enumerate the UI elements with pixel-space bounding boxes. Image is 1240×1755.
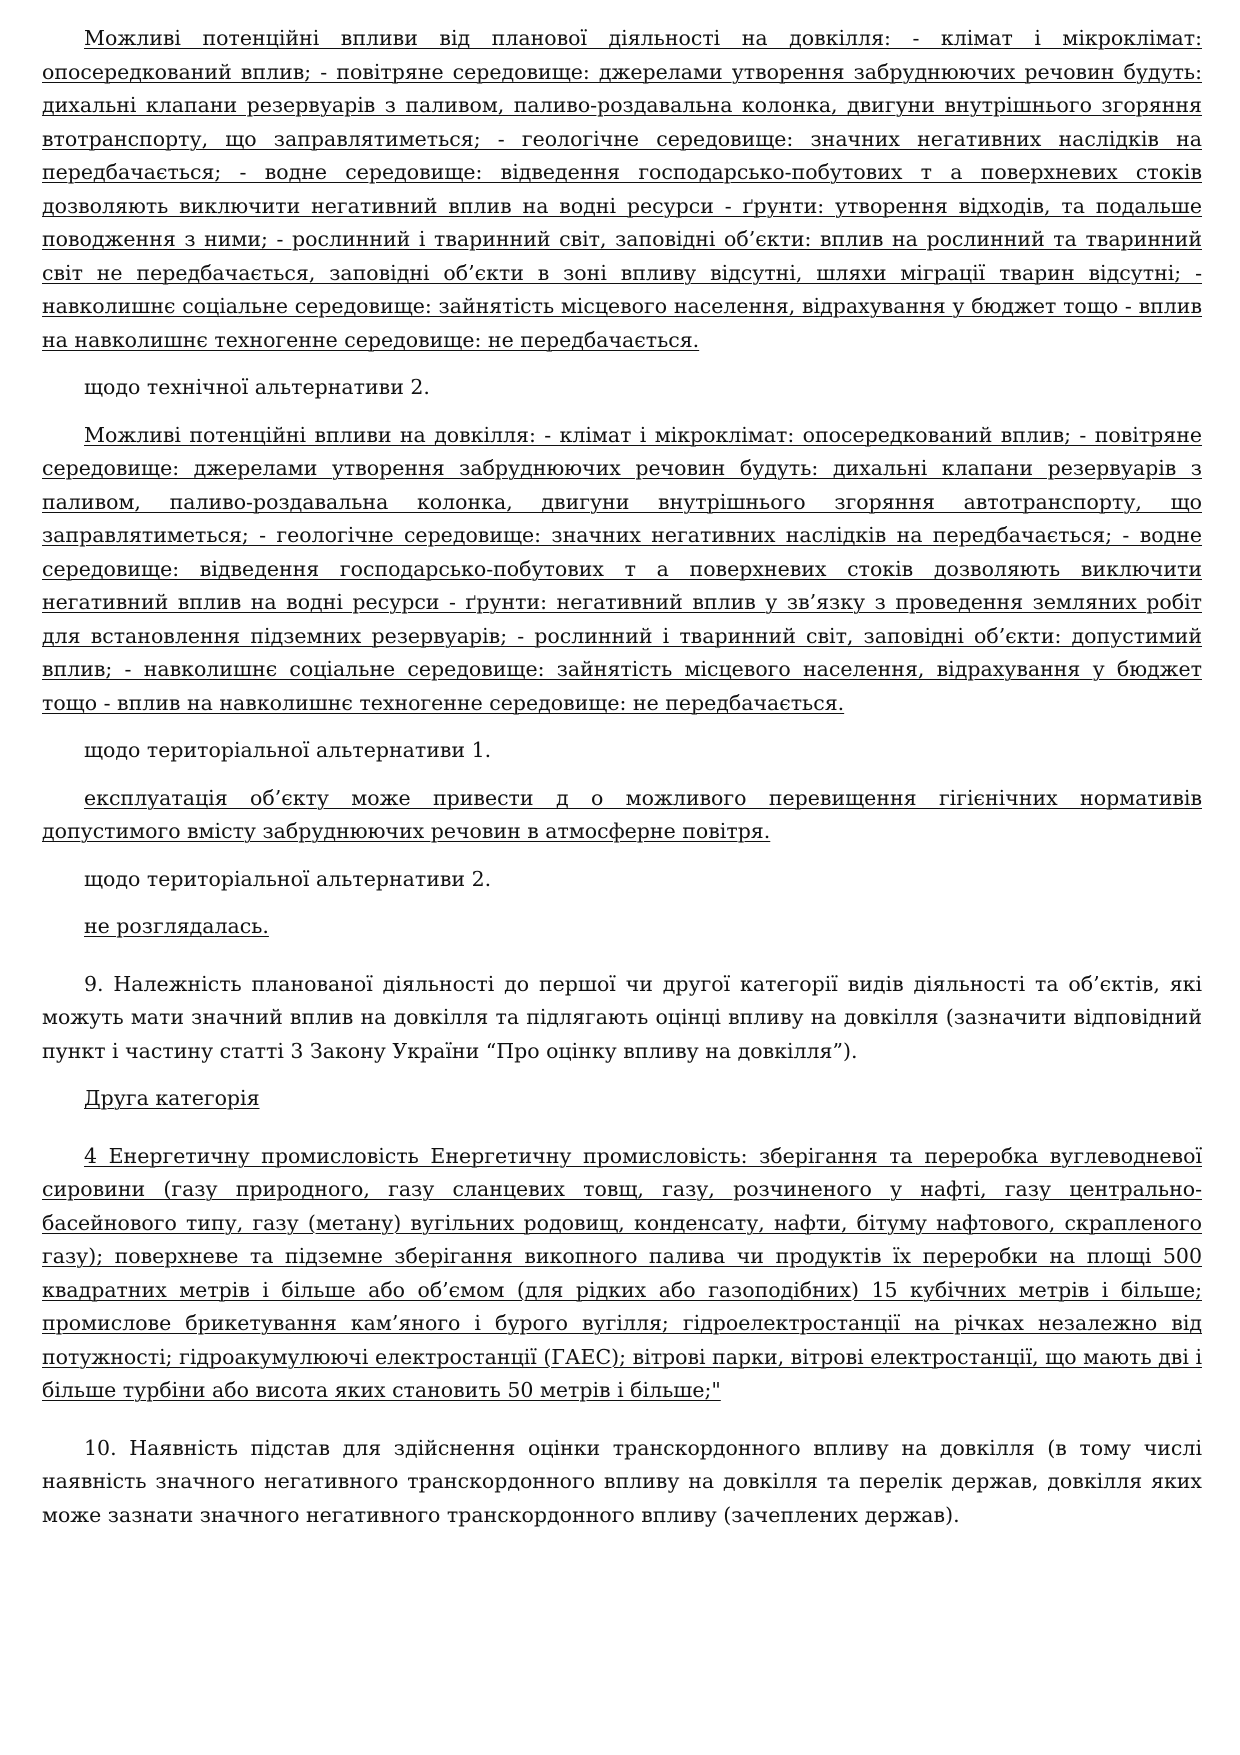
paragraph-text: щодо територіальної альтернативи 1. (84, 738, 492, 762)
paragraph-exploitation (42, 782, 1202, 849)
paragraph-text: 9. Належність планованої діяльності до першої чи другої категорії видів діяльності та об’єктів, які можуть мати значний вплив на довкілля та підлягають оцінці впливу на довкілля (зазначити відповідний пункт і частину статті 3 Закону України “Про оцінку впливу на довкілля”). (42, 971, 1202, 1063)
paragraph-section-9 (42, 968, 1202, 1069)
paragraph-text: щодо територіальної альтернативи 2. (84, 866, 492, 891)
paragraph-text: Можливі потенційні впливи на довкілля: - клімат і мікроклімат: опосередкований вплив; - повітряне середовище: джерелами утворення забруднюючих речовин будуть: дихальні клапани резервуарів з паливом, паливо-роздавальна колонка, двигуни внутрішнього згоряння автотранспорту, що заправлятиметься; - геологічне середовище: значних негативних наслідків на передбачається; - водне середовище: відведення господарсько-побутових т а поверхневих стоків дозволяють виключити негативний вплив на водні ресурси - ґрунти: негативний вплив у зв’язку з проведення земляних робіт для встановлення підземних резервуарів; - рослинний і тваринний світ, заповідні об’єкти: допустимий вплив; - навколишнє соціальне середовище: зайнятість місцевого населення, відрахування у бюджет тощо - вплив на навколишнє техногенне середовище: не передбачається. (42, 422, 1202, 715)
paragraph-text: експлуатація об’єкту може привести д о можливого перевищення гігієнічних нормативів допустимого вмісту забруднюючих речовин в атмосферне повітря. (42, 785, 1202, 843)
paragraph-text: не розглядалась. (84, 914, 269, 938)
paragraph-text: Друга категорія (84, 1086, 260, 1110)
paragraph-not-considered (42, 910, 1202, 944)
paragraph-technical-alternative-2 (42, 371, 1202, 405)
paragraph-text: 10. Наявність підстав для здійснення оцінки транскордонного впливу на довкілля (в тому числі наявність значного негативного транскордонного впливу на довкілля та перелік держав, довкілля яких може зазнати значного негативного транскордонного впливу (зачеплених держав). (42, 1435, 1202, 1527)
paragraph-text: Можливі потенційні впливи від планової діяльності на довкілля: - клімат і мікроклімат: опосередкований вплив; - повітряне середовище: джерелами утворення забруднюючих речовин будуть: дихальні клапани резервуарів з паливом, паливо-роздавальна колонка, двигуни внутрішнього згоряння втотранспорту, що заправлятиметься; - геологічне середовище: значних негативних наслідків на передбачається; - водне середовище: відведення господарсько-побутових т а поверхневих стоків дозволяють виключити негативний вплив на водні ресурси - ґрунти: утворення відходів, та подальше поводження з ними; - рослинний і тваринний світ, заповідні об’єкти: вплив на рослинний та тваринний світ не передбачається, заповідні об’єкти в зоні впливу відсутні, шляхи міграції тварин відсутні; - навколишнє соціальне середовище: зайнятість місцевого населення, відрахування у бюджет тощо - вплив на навколишнє техногенне середовище: не передбачається. (42, 26, 1202, 352)
paragraph-impacts-option-1 (42, 22, 1202, 357)
paragraph-territorial-alternative-2 (42, 863, 1202, 897)
paragraph-text: щодо технічної альтернативи 2. (84, 375, 430, 399)
paragraph-territorial-alternative-1 (42, 734, 1202, 768)
paragraph-energy-industry (42, 1140, 1202, 1408)
paragraph-section-10 (42, 1432, 1202, 1533)
document-page (42, 22, 1202, 1546)
paragraph-text: 4 Енергетичну промисловість Енергетичну промисловість: зберігання та переробка вуглеводневої сировини (газу природного, газу сланцевих товщ, газу, розчиненого у нафті, газу центрально-басейнового типу, газу (метану) вугільних родовищ, конденсату, нафти, бітуму нафтового, скрапленого газу); поверхневе та підземне зберігання викопного палива чи продуктів їх переробки на площі 500 квадратних метрів і більше або об’ємом (для рідких або газоподібних) 15 кубічних метрів і більше; промислове брикетування кам’яного і бурого вугілля; гідроелектростанції на річках незалежно від потужності; гідроакумулюючі електростанції (ГАЕС); вітрові парки, вітрові електростанції, що мають дві і більше турбіни або висота яких становить 50 метрів і більше;" (42, 1143, 1202, 1402)
paragraph-impacts-option-2 (42, 419, 1202, 721)
paragraph-category (42, 1082, 1202, 1116)
